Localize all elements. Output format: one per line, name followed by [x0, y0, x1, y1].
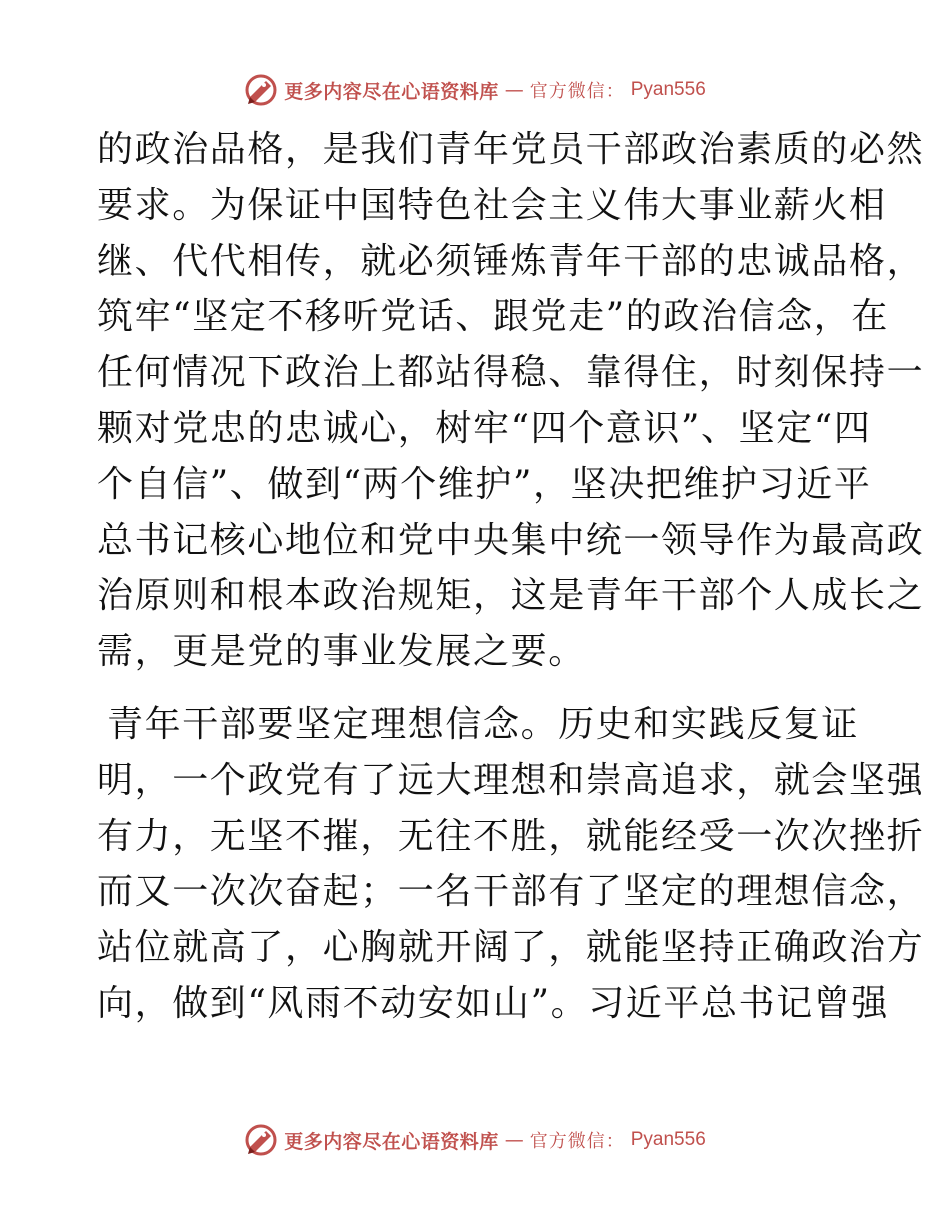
header-watermark-banner	[0, 72, 950, 108]
text-line: 而又一次次奋起；一名干部有了坚定的理想信念，	[97, 871, 925, 913]
paragraph-1	[97, 122, 925, 680]
banner-wechat-label: 官方微信：	[529, 1131, 625, 1152]
text-line: 向，做到“风雨不动安如山”。习近平总书记曾强	[97, 982, 890, 1024]
text-line: 继、代代相传，就必须锤炼青年干部的忠诚品格，	[97, 240, 925, 282]
text-line: 站位就高了，心胸就开阔了，就能坚持正确政治方	[97, 927, 925, 969]
pen-logo-icon	[244, 1123, 278, 1157]
text-line: 治原则和根本政治规矩，这是青年干部个人成长之	[97, 575, 925, 617]
banner-wechat-label: 官方微信：	[529, 81, 625, 102]
banner-title: 更多内容尽在心语资料库	[284, 1130, 499, 1153]
pen-logo-icon	[244, 73, 278, 107]
text-line: 的政治品格，是我们青年党员干部政治素质的必然	[97, 129, 925, 170]
text-line: 任何情况下政治上都站得稳、靠得住，时刻保持一	[97, 352, 925, 394]
text-line: 明，一个政党有了远大理想和崇高追求，就会坚强	[97, 759, 925, 801]
text-line: 个自信”、做到“两个维护”，坚决把维护习近平	[97, 463, 872, 505]
banner-wechat-id: Pyan556	[630, 1129, 706, 1150]
text-line: 总书记核心地位和党中央集中统一领导作为最高政	[97, 519, 925, 561]
text-line: 需，更是党的事业发展之要。	[97, 631, 586, 673]
banner-wechat-id: Pyan556	[630, 79, 706, 100]
banner-dash: —	[504, 79, 524, 101]
text-line: 筑牢“坚定不移听党话、跟党走”的政治信念，在	[97, 296, 890, 338]
text-line: 要求。为保证中国特色社会主义伟大事业薪火相	[97, 184, 887, 226]
paragraph-2	[97, 697, 925, 1032]
text-line: 有力，无坚不摧，无往不胜，就能经受一次次挫折	[97, 815, 925, 857]
footer-watermark-banner	[0, 1122, 950, 1158]
text-line: 颗对党忠的忠诚心，树牢“四个意识”、坚定“四	[97, 407, 872, 449]
banner-title: 更多内容尽在心语资料库	[284, 80, 499, 103]
banner-dash: —	[504, 1129, 524, 1151]
text-line: 青年干部要坚定理想信念。历史和实践反复证	[107, 703, 860, 745]
document-body	[97, 122, 925, 1032]
